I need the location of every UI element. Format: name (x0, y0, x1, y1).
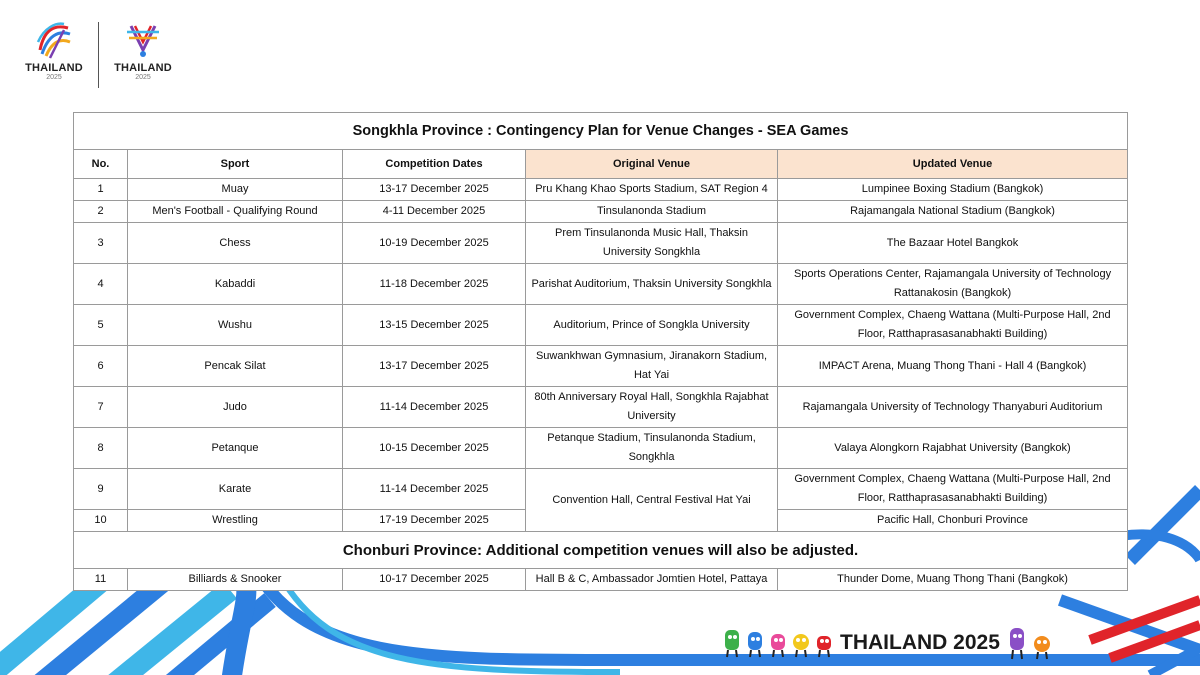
mascot-red-icon (814, 628, 834, 658)
table-row (74, 346, 1128, 387)
row-dates: 11-14 December 2025 (343, 387, 526, 428)
row-dates: 4-11 December 2025 (343, 201, 526, 223)
header-sport: Sport (128, 150, 343, 179)
row-sport: Wushu (128, 305, 343, 346)
row-original-venue: Petanque Stadium, Tinsulanonda Stadium, Songkhla (526, 428, 778, 469)
row-sport: Kabaddi (128, 264, 343, 305)
table-row (74, 264, 1128, 305)
table-row (74, 387, 1128, 428)
para-games-emblem-icon (123, 20, 163, 60)
row-updated-venue: Government Complex, Chaeng Wattana (Multi-Purpose Hall, 2nd Floor, Ratthaprasasanabhakti Building) (778, 305, 1128, 346)
row-updated-venue: Pacific Hall, Chonburi Province (778, 510, 1128, 532)
venue-change-table (73, 112, 1128, 591)
table-row (74, 201, 1128, 223)
header-updated-venue: Updated Venue (778, 150, 1128, 179)
row-no: 10 (74, 510, 128, 532)
table-row (74, 305, 1128, 346)
footer-brand-text: THAILAND 2025 (840, 631, 1000, 654)
row-dates: 10-17 December 2025 (343, 569, 526, 591)
row-no: 1 (74, 179, 128, 201)
row-sport: Muay (128, 179, 343, 201)
chonburi-section-title: Chonburi Province: Additional competition venues will also be adjusted. (74, 532, 1128, 569)
row-no: 3 (74, 223, 128, 264)
row-no: 8 (74, 428, 128, 469)
row-no: 9 (74, 469, 128, 510)
table-title: Songkhla Province : Contingency Plan for Venue Changes - SEA Games (74, 113, 1128, 150)
table-row (74, 428, 1128, 469)
row-original-venue: Suwankhwan Gymnasium, Jiranakorn Stadium, Hat Yai (526, 346, 778, 387)
row-updated-venue: Valaya Alongkorn Rajabhat University (Bangkok) (778, 428, 1128, 469)
header-no: No. (74, 150, 128, 179)
row-sport: Wrestling (128, 510, 343, 532)
row-sport: Billiards & Snooker (128, 569, 343, 591)
logo-right-year: 2025 (135, 74, 151, 81)
logo-left-year: 2025 (46, 74, 62, 81)
row-sport: Karate (128, 469, 343, 510)
row-original-venue: 80th Anniversary Royal Hall, Songkhla Rajabhat University (526, 387, 778, 428)
logo-divider (98, 22, 99, 88)
row-original-venue: Hall B & C, Ambassador Jomtien Hotel, Pattaya (526, 569, 778, 591)
row-sport: Petanque (128, 428, 343, 469)
table-row (74, 223, 1128, 264)
row-sport: Chess (128, 223, 343, 264)
table-row (74, 469, 1128, 510)
row-no: 11 (74, 569, 128, 591)
row-no: 4 (74, 264, 128, 305)
row-updated-venue: Government Complex, Chaeng Wattana (Multi-Purpose Hall, 2nd Floor, Ratthaprasasanabhakti Building) (778, 469, 1128, 510)
row-updated-venue: Rajamangala National Stadium (Bangkok) (778, 201, 1128, 223)
mascot-pink-icon (768, 628, 788, 658)
table-row (74, 569, 1128, 591)
table-row (74, 179, 1128, 201)
row-dates: 10-15 December 2025 (343, 428, 526, 469)
row-dates: 13-17 December 2025 (343, 346, 526, 387)
row-no: 6 (74, 346, 128, 387)
row-original-venue: Tinsulanonda Stadium (526, 201, 778, 223)
table-header-row (74, 150, 1128, 179)
row-original-venue: Auditorium, Prince of Songkla University (526, 305, 778, 346)
mascot-blue-icon (745, 628, 765, 658)
logo-right-text: THAILAND (114, 62, 172, 74)
row-updated-venue: The Bazaar Hotel Bangkok (778, 223, 1128, 264)
header-dates: Competition Dates (343, 150, 526, 179)
row-dates: 10-19 December 2025 (343, 223, 526, 264)
row-updated-venue: Sports Operations Center, Rajamangala University of Technology Rattanakosin (Bangkok) (778, 264, 1128, 305)
row-dates: 11-18 December 2025 (343, 264, 526, 305)
asean-para-games-logo (107, 20, 179, 81)
row-sport: Pencak Silat (128, 346, 343, 387)
row-original-venue: Parishat Auditorium, Thaksin University Songkhla (526, 264, 778, 305)
row-no: 2 (74, 201, 128, 223)
mascot-group-right (1006, 626, 1053, 660)
row-sport: Judo (128, 387, 343, 428)
row-no: 5 (74, 305, 128, 346)
row-updated-venue: Lumpinee Boxing Stadium (Bangkok) (778, 179, 1128, 201)
row-dates: 17-19 December 2025 (343, 510, 526, 532)
mascot-purple-icon (1006, 626, 1028, 660)
row-original-venue: Convention Hall, Central Festival Hat Yai (526, 469, 778, 532)
mascot-green-icon (722, 628, 742, 658)
row-original-venue: Prem Tinsulanonda Music Hall, Thaksin University Songkhla (526, 223, 778, 264)
header-logos (18, 20, 179, 88)
logo-left-text: THAILAND (25, 62, 83, 74)
row-updated-venue: IMPACT Arena, Muang Thong Thani - Hall 4 (Bangkok) (778, 346, 1128, 387)
row-dates: 13-17 December 2025 (343, 179, 526, 201)
row-no: 7 (74, 387, 128, 428)
row-dates: 13-15 December 2025 (343, 305, 526, 346)
footer-brand (722, 626, 1053, 660)
row-dates: 11-14 December 2025 (343, 469, 526, 510)
mascot-group (722, 628, 834, 658)
row-updated-venue: Rajamangala University of Technology Thanyaburi Auditorium (778, 387, 1128, 428)
sea-games-logo (18, 20, 90, 81)
row-updated-venue: Thunder Dome, Muang Thong Thani (Bangkok) (778, 569, 1128, 591)
mascot-orange-icon (1031, 626, 1053, 660)
header-original-venue: Original Venue (526, 150, 778, 179)
mascot-yellow-icon (791, 628, 811, 658)
row-original-venue: Pru Khang Khao Sports Stadium, SAT Region 4 (526, 179, 778, 201)
row-sport: Men's Football - Qualifying Round (128, 201, 343, 223)
sea-games-emblem-icon (34, 20, 74, 60)
venue-table-container (73, 112, 1127, 591)
